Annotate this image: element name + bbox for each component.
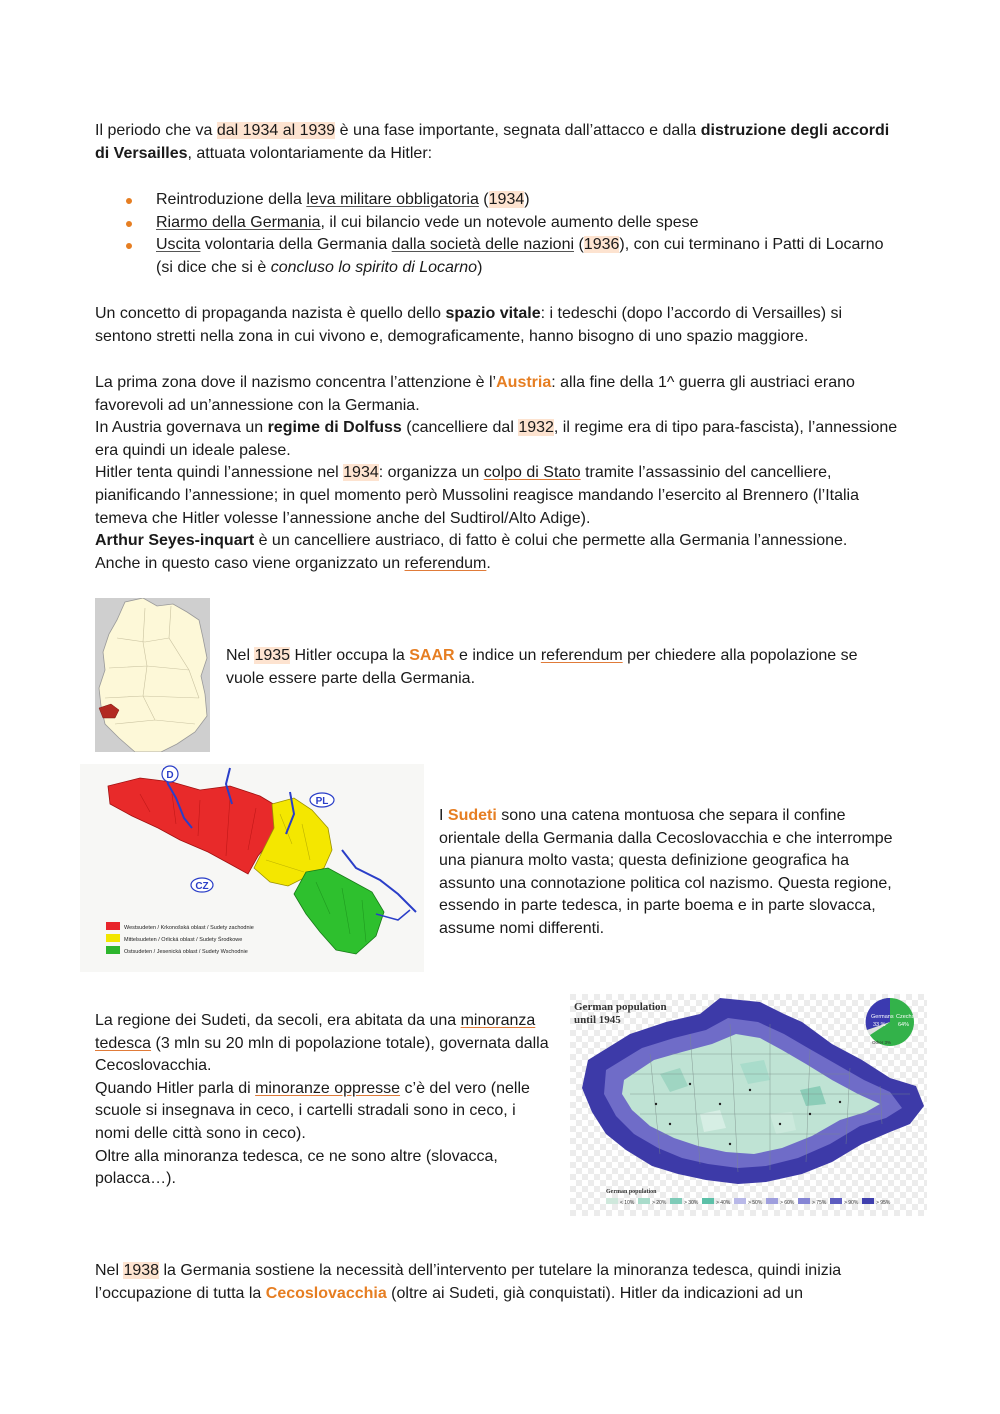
pie-label-germans: Germans xyxy=(871,1014,894,1020)
list-item: Riarmo della Germania, il cui bilancio vede un notevole aumento delle spese xyxy=(95,212,895,235)
label-germany: D xyxy=(166,770,174,781)
legend-label: > 60% xyxy=(780,1200,795,1206)
legend-swatch xyxy=(606,1198,618,1204)
legend-swatch xyxy=(766,1198,778,1204)
highlight-date: dal 1934 al 1939 xyxy=(216,122,336,139)
legend-label: > 30% xyxy=(684,1200,699,1206)
legend-label: > 75% xyxy=(812,1200,827,1206)
list-item: Reintroduzione della leva militare obbligatoria (1934) xyxy=(95,189,895,212)
legend-label: > 90% xyxy=(844,1200,859,1206)
germany-saar-map xyxy=(95,598,210,752)
pie-label-germans-pct: 33 % xyxy=(873,1022,886,1028)
pie-label-czechs-pct: 64% xyxy=(898,1022,910,1028)
pie-label-czechs: Czechs xyxy=(896,1014,915,1020)
legend-label: Mittelsudeten / Orlická oblast / Sudety Środkowe xyxy=(124,937,243,943)
legend-label: > 50% xyxy=(748,1200,763,1206)
list-item: Uscita volontaria della Germania dalla società delle nazioni (1936), con cui terminano i Patti di Locarno (si dice che si è concluso lo spirito di Locarno) xyxy=(95,234,895,279)
legend-label: > 95% xyxy=(876,1200,891,1206)
bullet-icon xyxy=(126,221,132,227)
legend-swatch xyxy=(638,1198,650,1204)
sudeti-paragraph: I Sudeti sono una catena montuosa che separa il confine orientale della Germania dalla Cecoslovacchia e che interrompe una pianura molto vasta; questa definizione geografica ha assunto una connotazione politica col nazismo. Questa regione, essendo in parte tedesca, in parte boema e in parte slovacca, assume nomi differenti. xyxy=(439,807,893,937)
legend-swatch xyxy=(734,1198,746,1204)
legend-label: Ostsudeten / Jesenická oblast / Sudety Wschodnie xyxy=(124,949,248,955)
bullet-list xyxy=(95,189,895,279)
legend-title: German population xyxy=(606,1189,657,1195)
label-poland: PL xyxy=(315,796,329,807)
map-legend xyxy=(106,922,254,955)
legend-swatch xyxy=(106,946,120,954)
map-title-line2: until 1945 xyxy=(574,1014,621,1026)
legend-swatch xyxy=(702,1198,714,1204)
spazio-vitale-paragraph: Un concetto di propaganda nazista è quello dello spazio vitale: i tedeschi (dopo l’accordo di Versailles) si sentono stretti nella zona in cui vivono e, demograficamente, hanno bisogno di uno spazio maggiore. xyxy=(95,305,843,345)
legend-swatch xyxy=(798,1198,810,1204)
bullet-icon xyxy=(126,243,132,249)
legend-label: < 10% xyxy=(620,1200,635,1206)
legend-swatch xyxy=(106,922,120,930)
saar-paragraph: Nel 1935 Hitler occupa la SAAR e indice un referendum per chiedere alla popolazione se vuole essere parte della Germania. xyxy=(226,647,858,687)
legend-swatch xyxy=(862,1198,874,1204)
intro-paragraph: Il periodo che va dal 1934 al 1939 è una fase importante, segnata dall’attacco e dalla distruzione degli accordi di Versailles, attuata volontariamente da Hitler: xyxy=(95,122,890,162)
pie-label-other: Other 3% xyxy=(872,1040,892,1045)
austria-paragraph: La prima zona dove il nazismo concentra l’attenzione è l’Austria: alla fine della 1^ guerra gli austriaci erano favorevoli ad un’annessione con la Germania. In Austria governava un regime di Dolfuss (cancelliere dal 1932, il regime era di tipo para-fascista), l’annessione era quindi un ideale palese. Hitler tenta quindi l’annessione nel 1934: organizza un colpo di Stato tramite l’assassinio del cancelliere, pianificando l’annessione; in quel momento però Mussolini reagisce mandando l’esercito al Brennero (l’Italia temeva che Hitler volesse l’annessione anche del Sudtirol/Alto Adige). Arthur Seyes-inquart è un cancelliere austriaco, di fatto è colui che permette alla Germania l’annessione. Anche in questo caso viene organizzato un referendum. xyxy=(95,374,898,572)
legend-swatch xyxy=(670,1198,682,1204)
german-population-map xyxy=(570,994,927,1216)
legend-label: > 40% xyxy=(716,1200,731,1206)
legend-swatch xyxy=(830,1198,842,1204)
legend-label: Westsudeten / Krkonošská oblast / Sudety zachodnie xyxy=(124,925,254,931)
map-title-line1: German population xyxy=(574,1001,667,1013)
legend-label: > 20% xyxy=(652,1200,667,1206)
sudeti-region-map xyxy=(80,764,424,972)
minoranza-paragraph: La regione dei Sudeti, da secoli, era abitata da una minoranza tedesca (3 mln su 20 mln di popolazione totale), governata dalla Cecoslovacchia. Quando Hitler parla di minoranze oppresse c’è del vero (nelle scuole si insegnava in ceco, i cartelli stradali sono in ceco, i nomi delle città sono in ceco). Oltre alla minoranza tedesca, ce ne sono altre (slovacca, polacca…). xyxy=(95,1012,549,1188)
label-czech: CZ xyxy=(195,881,209,892)
bullet-icon xyxy=(126,198,132,204)
legend-swatch xyxy=(106,934,120,942)
cecoslovacchia-paragraph: Nel 1938 la Germania sostiene la necessità dell’intervento per tutelare la minoranza tedesca, quindi inizia l’occupazione di tutta la Cecoslovacchia (oltre ai Sudeti, già conquistati). Hitler da indicazioni ad un xyxy=(95,1262,842,1302)
